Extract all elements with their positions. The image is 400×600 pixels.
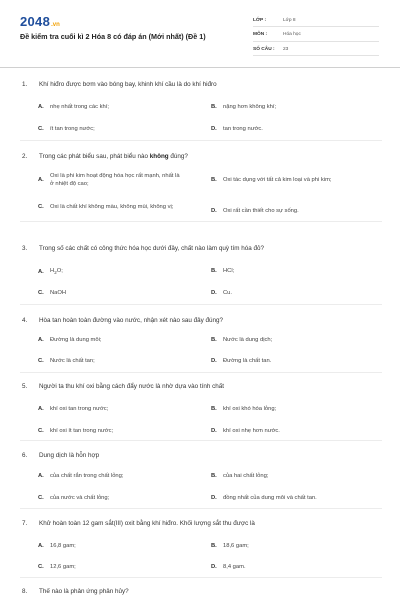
question-stem: Khử hoàn toàn 12 gam sắt(III) oxit bằng khí hiđro. Khối lượng sắt thu được là [39,520,255,527]
option-text: đồng nhất của dung môi và chất tan. [223,495,317,501]
question-stem: Trong các phát biểu sau, phát biểu nào [39,153,150,160]
meta-key: MÔN : [253,32,268,37]
option-text: Nước là dung dịch; [223,337,273,343]
option-text: khí oxi tan trong nước; [50,406,109,412]
option-text: Oxi rất cần thiết cho sự sống. [223,208,299,214]
question-number: 1. [22,81,28,88]
question-stem: Trong số các chất có công thức hóa học dưới đây, chất nào làm quỳ tím hóa đỏ? [39,245,265,252]
question-number: 7. [22,520,28,527]
site-logo[interactable] [20,14,60,28]
question-separator [20,508,382,509]
option-letter: D. [211,495,217,501]
option-text: khí oxi ít tan trong nước; [50,428,114,434]
option-text: tan trong nước. [223,126,263,132]
question-stem: Dung dịch là hỗn hợp [39,452,100,459]
answer-option-c[interactable] [38,563,76,571]
question-separator [20,577,382,578]
answer-option-c[interactable] [38,125,95,133]
option-letter: C. [38,290,44,296]
option-letter: A. [38,473,44,479]
option-text: 16,8 gam; [50,543,76,549]
question-text [22,452,99,459]
option-text: NaOH [50,290,67,296]
answer-option-a[interactable] [38,267,63,277]
answer-option-d[interactable] [211,563,246,571]
meta-value: Hóa học [283,32,301,37]
answer-option-a[interactable] [38,336,102,344]
answer-option-d[interactable] [211,494,317,502]
formula-subscript: 2 [54,270,57,276]
formula-end: O; [56,268,63,274]
option-text: HCl; [223,268,235,274]
page-header [0,0,400,66]
question-separator [20,440,382,441]
option-letter: A. [38,104,44,110]
formula-main: H [50,268,55,274]
answer-option-d[interactable] [211,427,280,435]
option-text: nhẹ nhất trong các khí; [50,104,109,110]
logo-text: 2048 [20,14,51,29]
meta-key: SỐ CÂU : [253,46,275,52]
option-text: của nước và chất lỏng; [50,495,110,501]
answer-option-b[interactable] [211,267,234,275]
option-text: Đường là dung môi; [50,337,102,343]
option-text: nặng hơn không khí; [223,104,277,110]
question-stem: Thế nào là phản ứng phân hủy? [39,588,129,595]
answer-option-a[interactable] [38,405,108,413]
answer-option-b[interactable] [211,542,249,550]
option-text: 18,6 gam; [223,543,249,549]
question-separator [20,372,382,373]
option-letter: A. [38,406,44,412]
option-letter: C. [38,495,44,501]
question-text [22,81,217,88]
question-text [22,383,224,390]
logo-domain: .vn [51,22,60,28]
answer-option-a[interactable] [38,542,76,550]
question-text [22,520,255,527]
option-text: Oxi là chất khí không màu, không mùi, không vị; [50,204,174,210]
question-stem: Hòa tan hoàn toàn đường vào nước, nhận xét nào sau đây đúng? [39,317,224,324]
option-letter: C. [38,204,44,210]
answer-option-c[interactable] [38,357,95,365]
option-letter: B. [211,177,217,183]
answer-option-b[interactable] [211,405,276,413]
option-text: của hai chất lỏng; [223,473,269,479]
option-letter: B. [211,543,217,549]
question-number: 4. [22,317,28,324]
option-text: ít tan trong nước; [50,126,95,132]
option-text: Đường là chất tan. [223,358,272,364]
answer-option-a[interactable] [38,472,123,480]
answer-option-b[interactable] [211,336,272,344]
question-number: 3. [22,245,28,252]
answer-option-d[interactable] [211,207,299,215]
option-text: khí oxi nhẹ hơn nước. [223,428,280,434]
answer-option-d[interactable] [211,289,232,297]
option-letter: A. [38,269,44,276]
answer-option-b[interactable] [211,176,332,184]
answer-option-c[interactable] [38,494,109,502]
meta-row-subject [253,29,379,42]
answer-option-a[interactable] [38,103,109,111]
option-text [50,267,63,277]
option-letter: B. [211,337,217,343]
option-letter: D. [211,126,217,132]
meta-key: LỚP : [253,17,267,23]
option-letter: A. [38,543,44,549]
question-stem: Người ta thu khí oxi bằng cách đẩy nước là nhờ dựa vào tính chất [39,383,225,390]
option-text: Cu. [223,290,233,296]
option-letter: B. [211,473,217,479]
question-emphasis: không [149,153,169,160]
option-letter: C. [38,126,44,132]
meta-value: Lớp 8 [283,17,296,23]
option-text: 12,6 gam; [50,564,76,570]
question-separator [20,304,382,305]
question-separator [20,221,382,222]
meta-value: 23 [283,46,289,52]
option-text: Oxi là phi kim hoạt động hóa học rất mạnh, nhất là ở nhiệt độ cao; [50,173,180,187]
option-text: Nước là chất tan; [50,358,95,364]
meta-row-count [253,43,379,56]
answer-option-a[interactable] [38,172,180,188]
question-text [22,153,188,160]
question-number: 6. [22,452,28,459]
option-letter: C. [38,564,44,570]
answer-option-b[interactable] [211,103,276,111]
option-letter: D. [211,290,217,296]
option-letter: A. [38,177,44,183]
question-text [22,588,129,595]
option-letter: D. [211,428,217,434]
meta-row-class [253,14,379,27]
exam-title: Đề kiểm tra cuối kì 2 Hóa 8 có đáp án (Mới nhất) (Đề 1) [20,32,206,41]
exam-meta-table [253,14,379,58]
option-letter: B. [211,104,217,110]
answer-option-c[interactable] [38,427,113,435]
option-letter: D. [211,564,217,570]
answer-option-c[interactable] [38,203,180,211]
option-letter: A. [38,337,44,343]
question-separator [20,140,382,141]
option-text: của chất rắn trong chất lỏng; [50,473,124,479]
answer-option-d[interactable] [211,125,263,133]
option-letter: D. [211,208,217,214]
header-divider [0,67,400,68]
option-text: khí oxi khó hóa lỏng; [223,406,277,412]
option-letter: C. [38,428,44,434]
question-number: 5. [22,383,28,390]
option-text: 8,4 gam. [223,564,246,570]
question-stem-end: đúng? [168,153,188,160]
question-text [22,245,264,252]
answer-option-c[interactable] [38,289,66,297]
option-text: Oxi tác dụng với tất cả kim loại và phi kim; [223,177,332,183]
question-stem: Khí hiđro được bơm vào bóng bay, khinh khí cầu là do khí hiđro [39,81,217,88]
option-letter: B. [211,268,217,274]
question-number: 8. [22,588,28,595]
question-text [22,317,223,324]
option-letter: D. [211,358,217,364]
option-letter: C. [38,358,44,364]
answer-option-d[interactable] [211,357,271,365]
option-letter: B. [211,406,217,412]
answer-option-b[interactable] [211,472,268,480]
question-number: 2. [22,153,28,160]
